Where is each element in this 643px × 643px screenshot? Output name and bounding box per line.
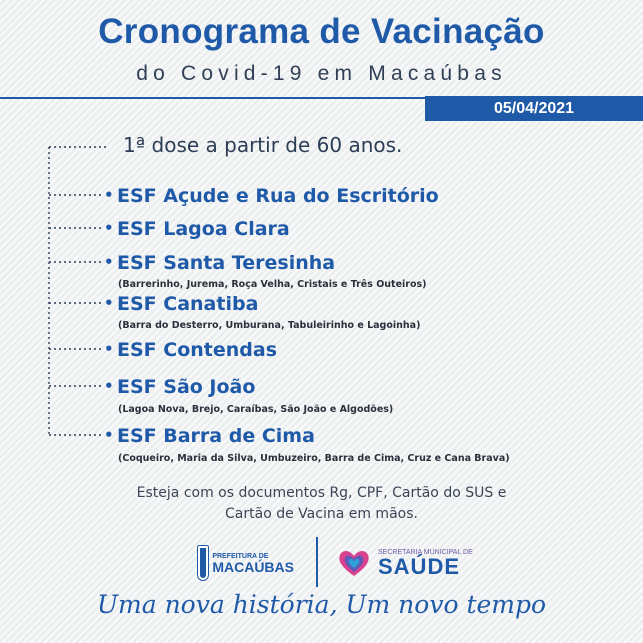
crest-icon [198, 546, 208, 580]
dose-intro: 1ª dose a partir de 60 anos. [123, 133, 403, 157]
unit-item [104, 423, 315, 448]
unit-name: ESF Barra de Cima [117, 425, 315, 447]
prefeitura-label: PREFEITURA DE [212, 552, 269, 560]
unit-item [104, 216, 290, 241]
slogan: Uma nova história, Um novo tempo [96, 590, 547, 619]
bullet-icon: • [104, 253, 114, 271]
unit-detail: (Coqueiro, Maria da Silva, Umbuzeiro, Barra de Cima, Cruz e Cana Brava) [118, 453, 510, 464]
bullet-icon: • [104, 340, 114, 358]
unit-item [104, 291, 258, 316]
unit-detail: (Lagoa Nova, Brejo, Caraíbas, São João e Algodões) [118, 404, 394, 415]
bullet-icon: • [104, 186, 114, 204]
secretaria-label: SECRETARIA MUNICIPAL DE [378, 548, 473, 556]
bullet-icon: • [104, 426, 114, 444]
saude-label: SAÚDE [378, 553, 461, 579]
bullet-icon: • [104, 377, 114, 395]
unit-detail: (Barrerinho, Jurema, Roça Velha, Cristais e Três Outeiros) [118, 279, 427, 290]
logo-divider [316, 537, 318, 587]
bullet-icon: • [104, 294, 114, 312]
prefeitura-logo [198, 544, 294, 582]
unit-name: ESF Açude e Rua do Escritório [117, 185, 439, 207]
unit-item [104, 337, 277, 362]
date-badge: 05/04/2021 [425, 96, 643, 121]
page-subtitle: do Covid-19 em Macaúbas [136, 62, 507, 85]
heart-icon [336, 548, 372, 578]
page-title: Cronograma de Vacinação [98, 12, 545, 51]
unit-item [104, 374, 255, 399]
unit-item [104, 250, 335, 275]
unit-name: ESF Lagoa Clara [117, 218, 290, 240]
unit-item [104, 183, 439, 208]
unit-name: ESF Canatiba [117, 293, 259, 315]
bullet-icon: • [104, 219, 114, 237]
unit-name: ESF Contendas [117, 339, 278, 361]
unit-name: ESF São João [117, 376, 256, 398]
documents-note-line2: Cartão de Vacina em mãos. [225, 506, 418, 522]
city-name: MACAÚBAS [212, 558, 294, 575]
unit-detail: (Barra do Desterro, Umburana, Tabuleirinho e Lagoinha) [118, 320, 421, 331]
documents-note-line1: Esteja com os documentos Rg, CPF, Cartão do SUS e [136, 485, 507, 501]
unit-name: ESF Santa Teresinha [117, 252, 336, 274]
saude-logo [336, 544, 476, 582]
